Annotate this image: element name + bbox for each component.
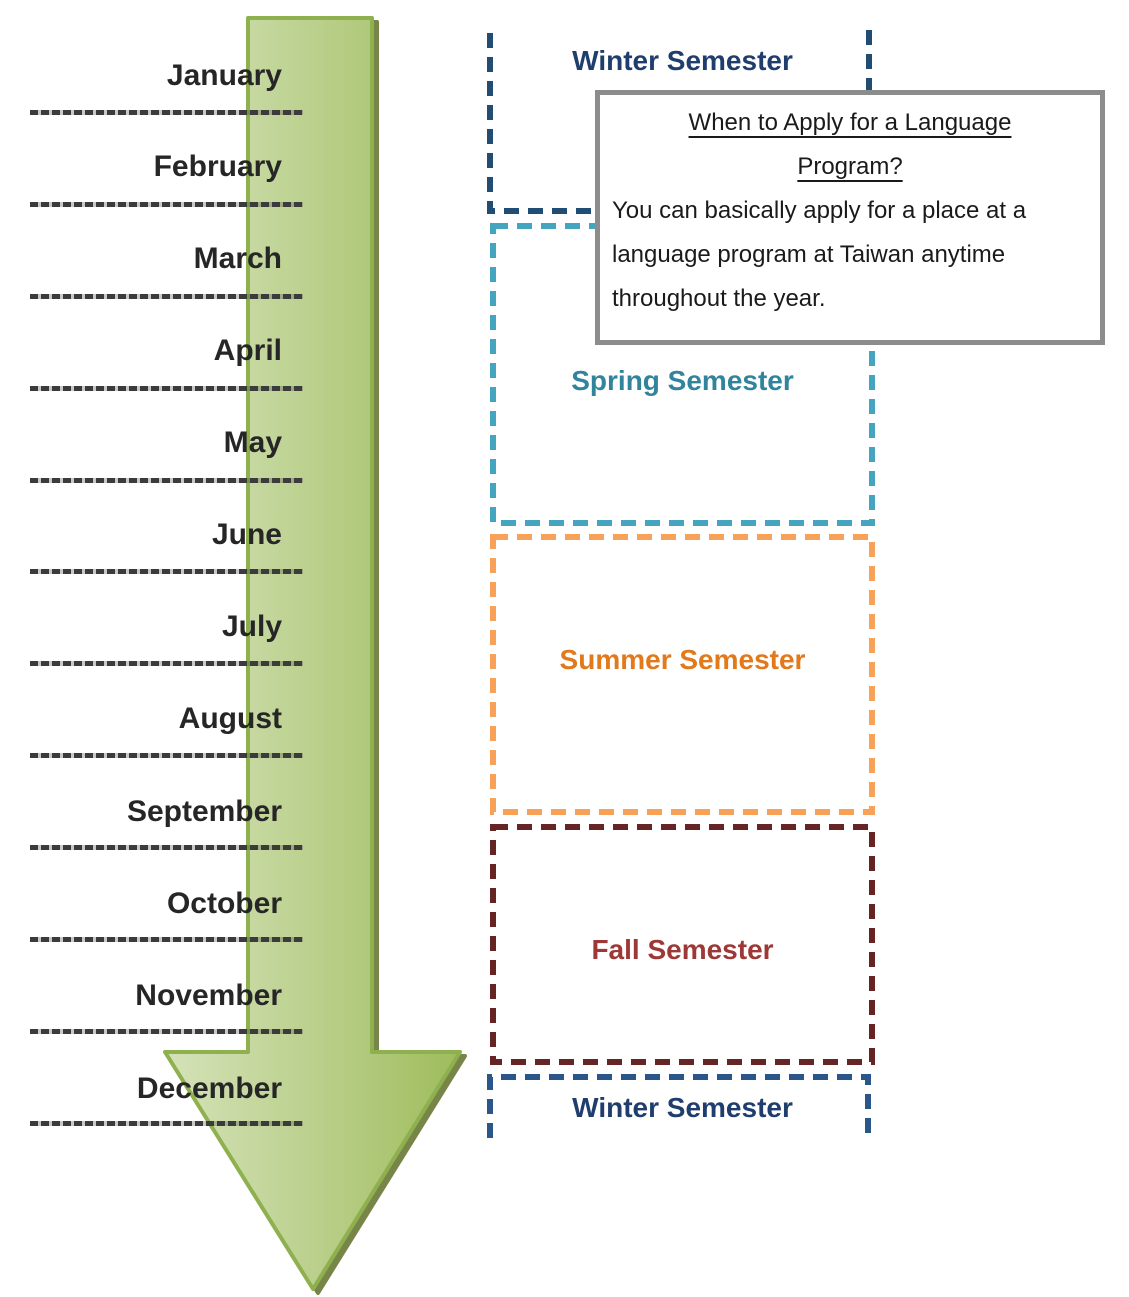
month-divider-line <box>30 478 303 483</box>
month-label-december: December <box>136 1072 282 1105</box>
winter-bottom-label: Winter Semester <box>572 1092 793 1123</box>
callout-title: When to Apply for a Language Program? <box>688 109 1012 180</box>
month-divider-line <box>30 110 303 115</box>
month-divider-line <box>30 937 303 942</box>
month-divider-line <box>30 753 303 758</box>
month-label-february: February <box>153 150 282 183</box>
month-label-september: September <box>126 795 282 828</box>
month-divider-line <box>30 294 303 299</box>
fall-label: Fall Semester <box>591 934 774 965</box>
month-label-june: June <box>211 518 282 551</box>
month-label-october: October <box>166 887 282 920</box>
month-label-august: August <box>178 702 282 735</box>
month-label-november: November <box>135 979 282 1012</box>
callout-box <box>595 90 1105 345</box>
month-divider-line <box>30 1029 303 1034</box>
month-divider-line <box>30 386 303 391</box>
month-label-april: April <box>213 334 282 367</box>
month-divider-line <box>30 661 303 666</box>
summer-label: Summer Semester <box>559 644 806 675</box>
spring-label: Spring Semester <box>571 365 794 396</box>
month-divider-line <box>30 1121 303 1126</box>
winter-top-label: Winter Semester <box>572 45 793 76</box>
month-label-july: July <box>221 610 282 643</box>
month-divider-line <box>30 202 303 207</box>
month-divider-line <box>30 569 303 574</box>
month-label-march: March <box>193 242 282 275</box>
callout-body: You can basically apply for a place at a language program at Taiwan anytime throughout the year. <box>612 197 1027 312</box>
month-divider-line <box>30 845 303 850</box>
month-label-january: January <box>166 59 282 92</box>
month-label-may: May <box>223 426 282 459</box>
